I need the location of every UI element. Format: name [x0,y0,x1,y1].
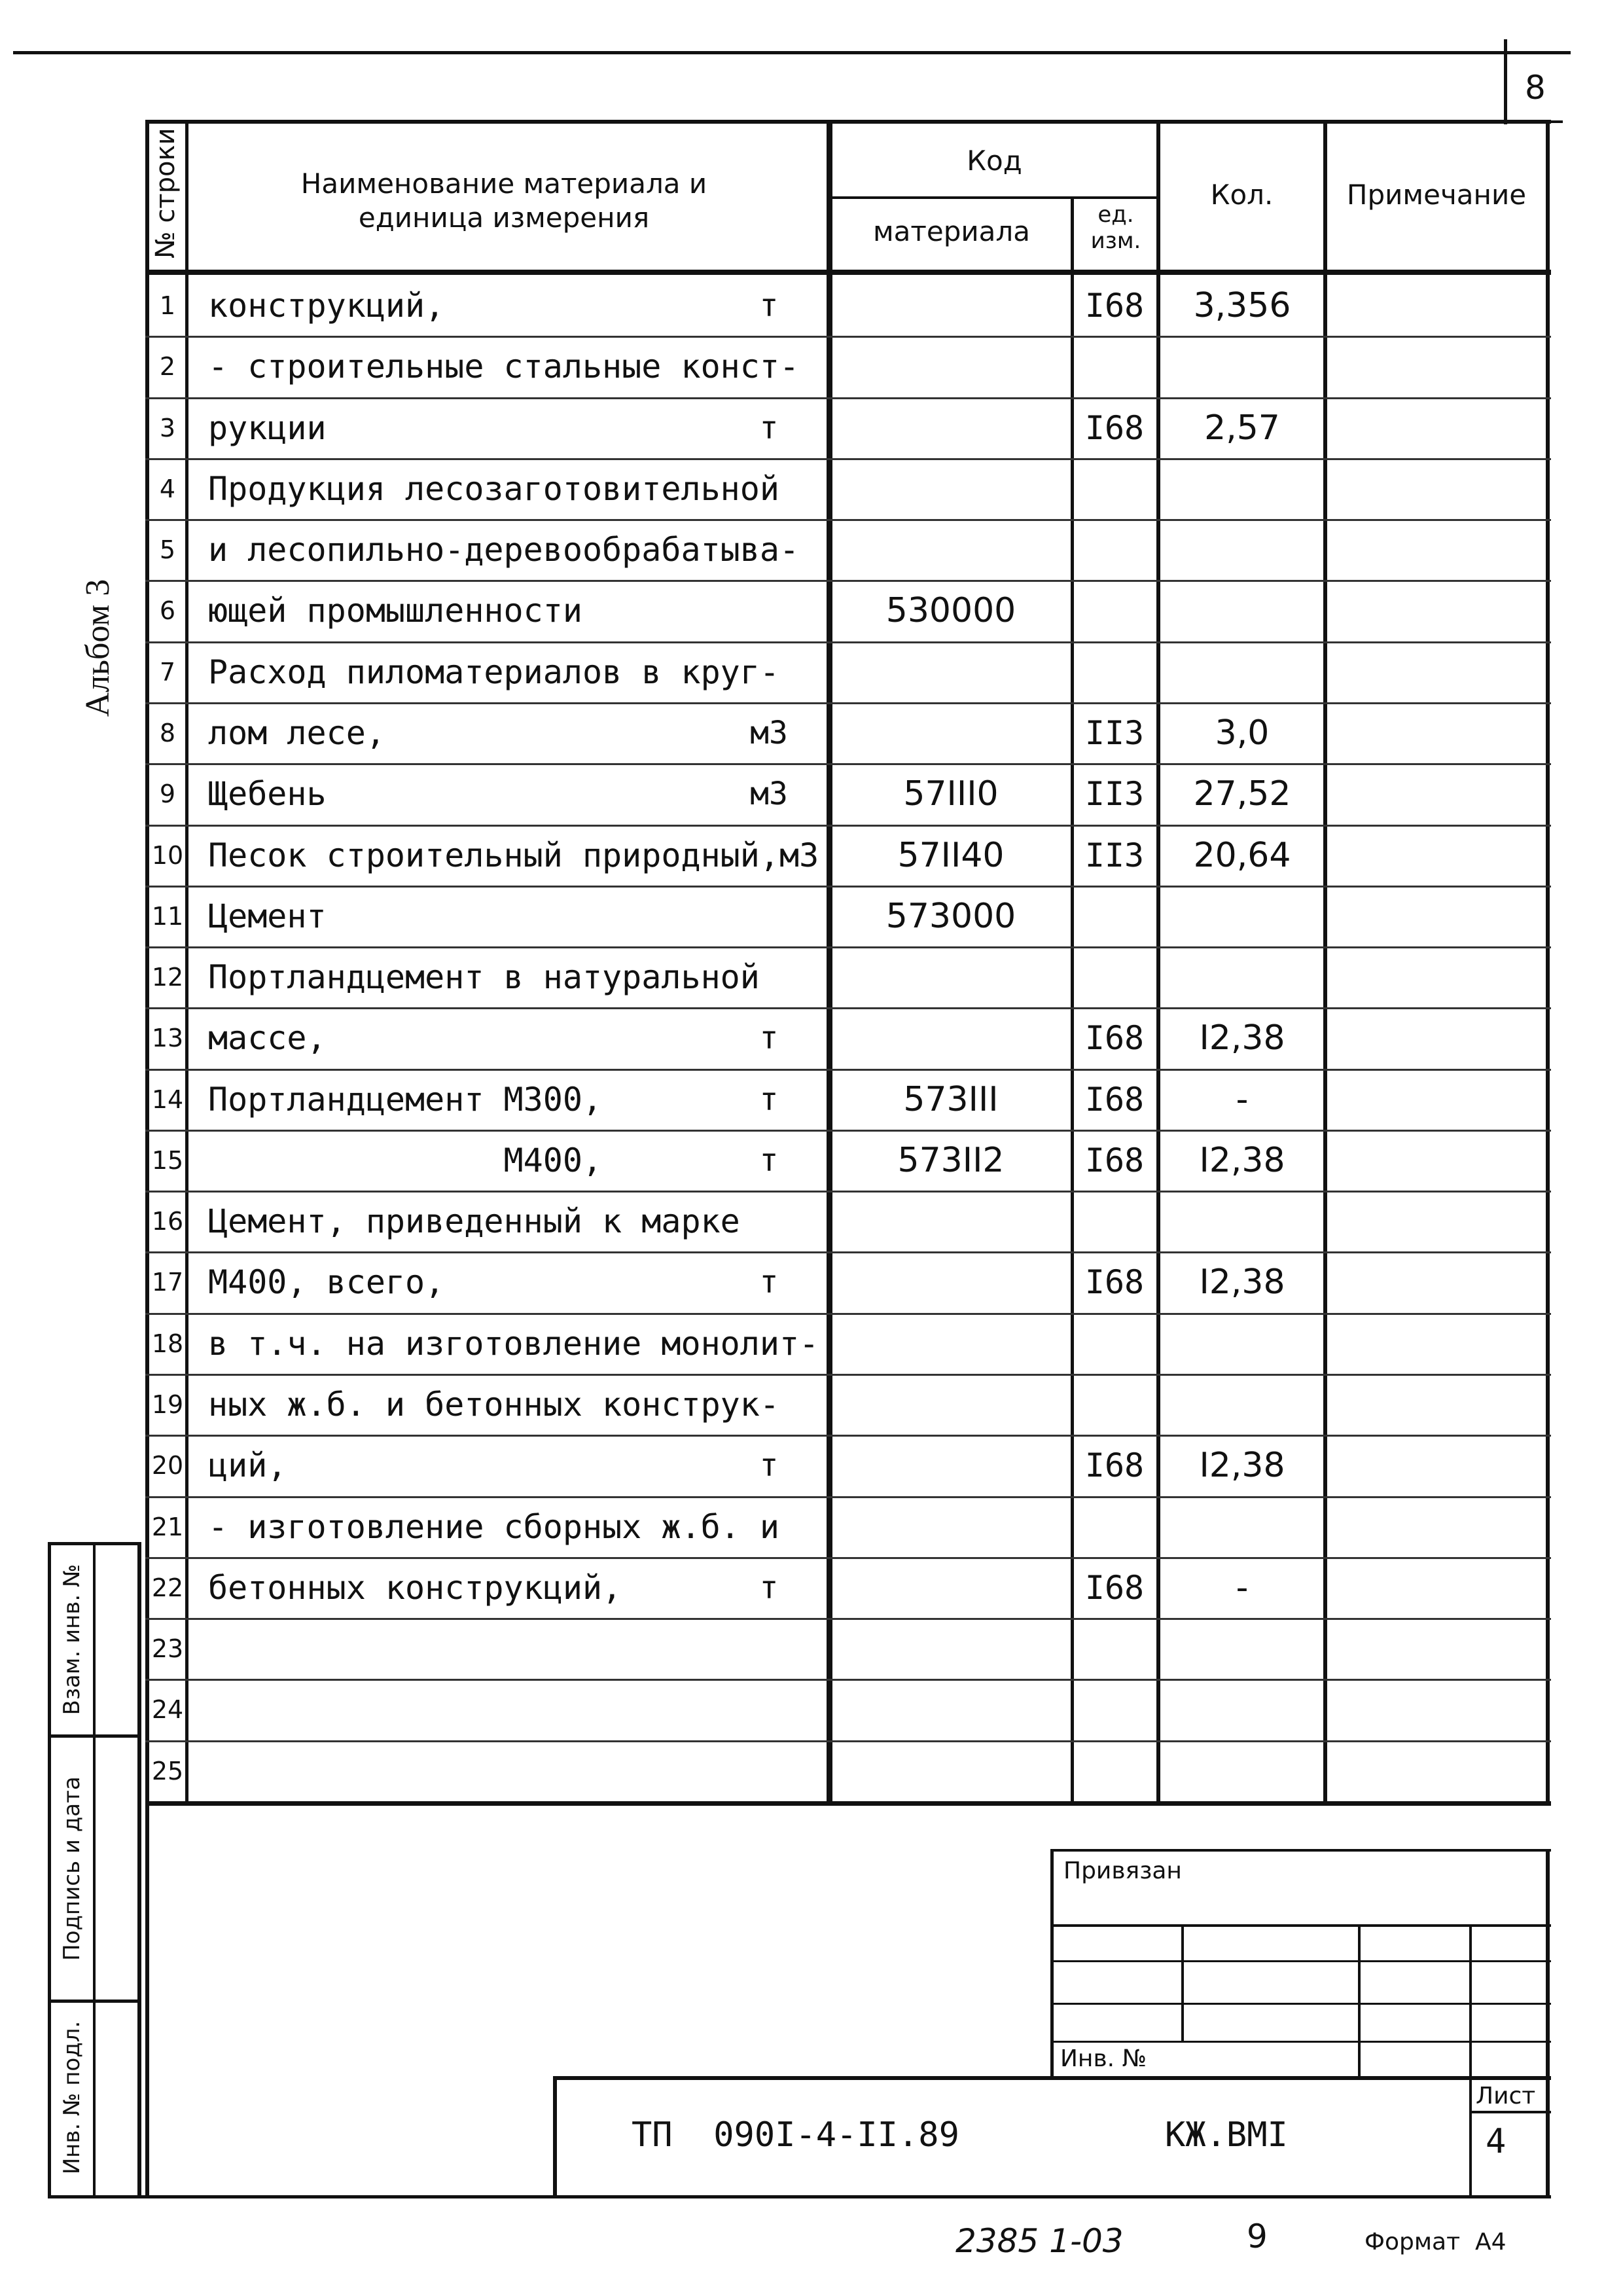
row-quantity [1157,1618,1327,1679]
row-unit: м3 [750,775,788,812]
row-unit-code [1072,1679,1157,1740]
row-material-name: ных ж.б. и бетонных конструк- [208,1385,779,1424]
row-unit-code [1072,580,1157,641]
row-unit: т [759,1263,779,1300]
row-number: 7 [159,657,176,687]
row-unit-code: II3 [1084,836,1145,874]
row-material-code [830,1557,1072,1618]
row-material-name: массе, [208,1018,327,1057]
row-unit-code [1072,1618,1157,1679]
row-number: 2 [159,351,176,381]
row-material-name: в т.ч. на изготовление монолит- [208,1324,819,1363]
stamp-grid-v1 [1181,1924,1184,2041]
row-material-name: - изготовление сборных ж.б. и [208,1507,779,1546]
row-unit-code [1072,1374,1157,1435]
row-unit [740,886,798,946]
stamp-grid-h4 [1050,2041,1551,2043]
row-quantity [1157,946,1327,1007]
side-stamp-mid-line [93,1542,96,2198]
row-number: 25 [151,1756,184,1785]
stamp-list-value: 4 [1486,2122,1507,2161]
row-number: 21 [151,1512,184,1541]
row-quantity: 27,52 [1193,774,1291,814]
header-code-group: Код [967,145,1022,177]
row-quantity: - [1236,1568,1249,1607]
row-unit-code: I68 [1084,1263,1145,1301]
row-unit-code [1072,946,1157,1007]
row-quantity [1157,1313,1327,1374]
row-material-name: ющей промышленности [208,591,582,630]
header-row-no: № строки [151,128,181,259]
table-top-line [145,120,1551,124]
row-material-code [830,1740,1072,1801]
row-unit-code: II3 [1084,774,1145,813]
header-code-unit: ед. изм. [1090,202,1141,254]
row-unit [740,1374,798,1435]
row-material-name: Портландцемент М300, [208,1080,603,1119]
row-quantity: 20,64 [1193,835,1291,875]
row-quantity: I2,38 [1199,1262,1285,1302]
row-quantity [1157,1496,1327,1557]
stamp-title-left-line [553,2076,557,2198]
row-material-code: 573II2 [897,1140,1005,1180]
row-material-code [830,458,1072,519]
row-unit: т [759,409,779,446]
row-material-code [830,946,1072,1007]
row-quantity: - [1236,1079,1249,1119]
stamp-grid-v2 [1358,1924,1361,2078]
row-material-code: 573III [903,1079,999,1119]
row-material-code [830,1191,1072,1251]
row-number: 1 [159,291,176,320]
row-unit: т [759,1019,779,1056]
row-unit-code: I68 [1084,408,1145,447]
stamp-doc-code: ТП 090I-4-II.89 [632,2115,959,2155]
row-material-code [830,702,1072,763]
row-material-name: Щебень [208,774,327,813]
row-number: 3 [159,413,176,442]
row-quantity [1157,641,1327,702]
header-qty: Кол. [1210,179,1274,211]
row-number: 15 [151,1145,184,1175]
row-unit: м3 [750,714,788,751]
row-material-name: бетонных конструкций, [208,1568,622,1607]
header-bottom-line [145,270,1551,275]
row-number: 4 [159,474,176,503]
row-unit [740,1618,798,1679]
row-material-name: Цемент [208,897,327,935]
row-material-code [830,1313,1072,1374]
row-unit-code [1072,519,1157,580]
row-material-name: Цемент, приведенный к марке [208,1202,740,1240]
row-number: 6 [159,596,176,625]
row-number: 10 [151,840,184,870]
row-material-code [830,641,1072,702]
top-border-line [13,51,1571,54]
row-material-code: 57II40 [897,835,1005,875]
row-unit-code: II3 [1084,713,1145,752]
row-unit [740,1679,798,1740]
row-quantity [1157,336,1327,397]
row-material-name: - строительные стальные конст- [208,347,800,386]
row-unit-code: I68 [1084,1446,1145,1484]
row-quantity: 2,57 [1204,408,1280,448]
row-material-name: М400, всего, [208,1263,445,1301]
row-number: 17 [151,1267,184,1297]
row-material-code: 530000 [885,590,1016,630]
row-unit [740,580,798,641]
stamp-inv-no: Инв. № [1060,2045,1147,2072]
row-material-name: и лесопильно-деревообрабатыва- [208,530,800,569]
row-unit: т [759,1569,779,1606]
row-unit-code: I68 [1084,286,1145,325]
row-number: 23 [151,1634,184,1663]
row-quantity [1157,519,1327,580]
row-material-code [830,336,1072,397]
row-unit: т [759,1141,779,1179]
row-material-code [830,275,1072,336]
stamp-block-right-line [1546,1849,1550,2198]
side-stamp-podpis: Подпись и дата [59,1776,85,1961]
row-unit [740,825,798,886]
stamp-grid-h2 [1050,1960,1551,1962]
stamp-title-top-line [553,2076,1551,2080]
row-material-code [830,1618,1072,1679]
row-material-code: 57III0 [903,774,999,814]
row-material-code [830,519,1072,580]
row-unit-code [1072,1313,1157,1374]
stamp-grid-h3 [1050,2003,1551,2005]
row-material-name: рукции [208,408,327,447]
row-material-code [830,1496,1072,1557]
row-unit: т [759,1446,779,1484]
row-quantity: 3,0 [1215,713,1270,753]
side-stamp-left-line [48,1542,51,2198]
row-material-name: М400, [208,1141,603,1179]
row-unit [740,1740,798,1801]
row-unit [740,1313,798,1374]
row-quantity [1157,1740,1327,1801]
row-unit-code [1072,1496,1157,1557]
row-number: 5 [159,535,176,564]
row-unit-code [1072,1740,1157,1801]
row-unit-code: I68 [1084,1141,1145,1179]
row-material-code [830,1435,1072,1496]
row-number: 12 [151,962,184,992]
row-quantity: I2,38 [1199,1140,1285,1180]
side-stamp-vzam: Взам. инв. № [59,1564,85,1715]
stamp-grid-h1 [1050,1924,1551,1927]
stamp-list-label: Лист [1476,2083,1536,2109]
row-quantity [1157,1679,1327,1740]
footer-archive-no: 2385 1-03 [955,2222,1124,2260]
side-stamp-inv-podl: Инв. № подл. [59,2020,85,2175]
header-note: Примечание [1346,179,1527,211]
row-number: 9 [159,779,176,808]
row-unit [740,1191,798,1251]
row-unit [740,641,798,702]
table-right-line [1546,120,1550,1806]
row-quantity: I2,38 [1199,1018,1285,1058]
header-name: Наименование материала и единица измерения [300,168,707,234]
row-unit-code [1072,336,1157,397]
stamp-privyazan: Привязан [1063,1857,1182,1884]
row-number: 8 [159,718,176,747]
page-number: 8 [1525,69,1546,107]
row-material-code [830,1251,1072,1312]
row-material-name: Песок строительный природный,м3 [208,836,819,874]
row-material-code [830,1679,1072,1740]
album-label: Альбом 3 [79,579,116,717]
row-unit [740,1496,798,1557]
row-material-code: 573000 [885,896,1016,936]
row-quantity: 3,356 [1193,285,1291,325]
row-unit-code: I68 [1084,1568,1145,1607]
footer-page: 9 [1247,2217,1268,2255]
row-unit: т [759,287,779,324]
row-unit-code [1072,886,1157,946]
stamp-block-left-line [1050,1849,1054,2078]
page-number-box-left [1504,39,1507,124]
row-quantity [1157,458,1327,519]
row-unit: т [759,1081,779,1118]
stamp-list-divider [1469,2111,1551,2113]
row-material-name: Портландцемент в натуральной [208,958,760,996]
row-material-name: Расход пиломатериалов в круг- [208,653,779,691]
row-material-name: конструкций, [208,286,445,325]
row-number: 20 [151,1450,184,1480]
row-unit [740,946,798,1007]
row-unit [740,458,798,519]
row-number: 18 [151,1329,184,1358]
row-quantity: I2,38 [1199,1445,1285,1485]
row-quantity [1157,580,1327,641]
code-group-divider [827,196,1158,199]
row-unit-code [1072,641,1157,702]
row-unit-code: I68 [1084,1080,1145,1119]
row-quantity [1157,1191,1327,1251]
row-number: 14 [151,1085,184,1114]
row-unit [740,519,798,580]
row-number: 24 [151,1695,184,1724]
row-number: 13 [151,1023,184,1052]
row-number: 11 [151,901,184,931]
stamp-doc-mark: КЖ.ВМI [1165,2115,1288,2155]
row-unit [740,336,798,397]
row-unit-code: I68 [1084,1018,1145,1057]
row-unit-code [1072,458,1157,519]
row-material-code [830,1374,1072,1435]
row-material-code [830,397,1072,458]
row-material-code [830,1007,1072,1068]
row-number: 19 [151,1390,184,1419]
stamp-grid-v3 [1469,1924,1472,2198]
stamp-block-top-line [1050,1849,1551,1852]
row-number: 22 [151,1573,184,1602]
row-quantity [1157,886,1327,946]
row-quantity [1157,1374,1327,1435]
table-bottom-line [145,1801,1551,1806]
header-code-material: материала [872,215,1030,247]
row-material-name: лом лесе, [208,713,385,752]
footer-format: Формат А4 [1364,2229,1507,2255]
side-stamp-right-line [137,1542,141,2198]
side-stamp-line-3 [48,2195,1551,2198]
row-unit-code [1072,1191,1157,1251]
row-material-name: ций, [208,1446,287,1484]
row-material-name: Продукция лесозаготовительной [208,469,779,508]
row-number: 16 [151,1206,184,1236]
